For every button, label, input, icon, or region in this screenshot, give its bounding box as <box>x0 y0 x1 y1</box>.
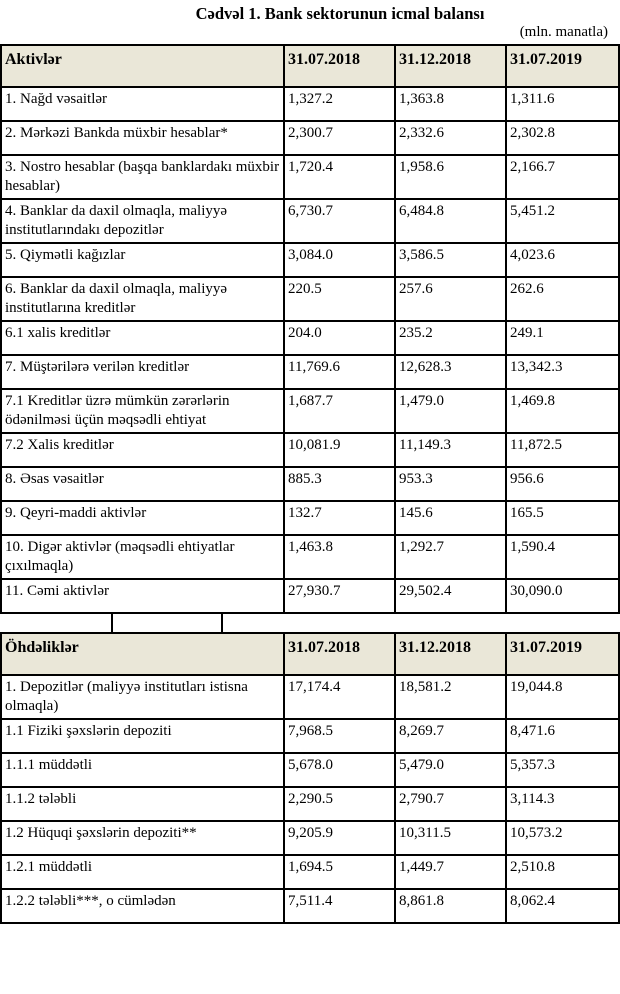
column-header-date-1: 31.07.2018 <box>284 633 395 675</box>
row-value: 165.5 <box>506 501 619 535</box>
row-label: 7.2 Xalis kreditlər <box>1 433 284 467</box>
row-value: 220.5 <box>284 277 395 321</box>
row-value: 18,581.2 <box>395 675 506 719</box>
row-label: 1. Nağd vəsaitlər <box>1 87 284 121</box>
row-label: 9. Qeyri-maddi aktivlər <box>1 501 284 535</box>
row-value: 3,084.0 <box>284 243 395 277</box>
table-row <box>1 355 619 389</box>
row-label: 7.1 Kreditlər üzrə mümkün zərərlərin ödənilməsi üçün məqsədli ehtiyat <box>1 389 284 433</box>
row-value: 8,269.7 <box>395 719 506 753</box>
row-value: 204.0 <box>284 321 395 355</box>
row-value: 145.6 <box>395 501 506 535</box>
row-label: 4. Banklar da daxil olmaqla, maliyyə institutlarındakı depozitlər <box>1 199 284 243</box>
table-row <box>1 389 619 433</box>
section-header-ohdelikler: Öhdəliklər <box>1 633 284 675</box>
section-header-aktivler: Aktivlər <box>1 45 284 87</box>
row-value: 11,872.5 <box>506 433 619 467</box>
column-header-date-3: 31.07.2019 <box>506 633 619 675</box>
row-value: 1,449.7 <box>395 855 506 889</box>
row-value: 262.6 <box>506 277 619 321</box>
row-value: 5,479.0 <box>395 753 506 787</box>
table-row <box>1 501 619 535</box>
row-value: 3,586.5 <box>395 243 506 277</box>
row-value: 956.6 <box>506 467 619 501</box>
row-value: 12,628.3 <box>395 355 506 389</box>
row-value: 10,311.5 <box>395 821 506 855</box>
row-value: 13,342.3 <box>506 355 619 389</box>
row-value: 2,302.8 <box>506 121 619 155</box>
row-value: 9,205.9 <box>284 821 395 855</box>
row-label: 7. Müştərilərə verilən kreditlər <box>1 355 284 389</box>
row-value: 2,510.8 <box>506 855 619 889</box>
row-value: 27,930.7 <box>284 579 395 613</box>
liabilities-table <box>0 632 620 924</box>
table-row <box>1 467 619 501</box>
row-value: 132.7 <box>284 501 395 535</box>
row-label: 1. Depozitlər (maliyyə institutları istisna olmaqla) <box>1 675 284 719</box>
assets-header-row <box>1 45 619 87</box>
row-value: 2,300.7 <box>284 121 395 155</box>
row-value: 885.3 <box>284 467 395 501</box>
row-value: 7,968.5 <box>284 719 395 753</box>
row-value: 8,062.4 <box>506 889 619 923</box>
row-value: 1,463.8 <box>284 535 395 579</box>
row-value: 3,114.3 <box>506 787 619 821</box>
inter-table-gap <box>0 614 618 632</box>
row-label: 1.2.2 tələbli***, o cümlədən <box>1 889 284 923</box>
table-row <box>1 155 619 199</box>
table-row <box>1 243 619 277</box>
row-value: 2,332.6 <box>395 121 506 155</box>
row-value: 5,357.3 <box>506 753 619 787</box>
table-row <box>1 433 619 467</box>
row-label: 1.1 Fiziki şəxslərin depoziti <box>1 719 284 753</box>
column-header-date-2: 31.12.2018 <box>395 45 506 87</box>
table-row <box>1 579 619 613</box>
row-value: 6,730.7 <box>284 199 395 243</box>
table-row <box>1 675 619 719</box>
row-value: 29,502.4 <box>395 579 506 613</box>
row-value: 257.6 <box>395 277 506 321</box>
row-value: 8,861.8 <box>395 889 506 923</box>
table-row <box>1 753 619 787</box>
row-value: 10,573.2 <box>506 821 619 855</box>
row-value: 2,166.7 <box>506 155 619 199</box>
table-row <box>1 719 619 753</box>
row-value: 17,174.4 <box>284 675 395 719</box>
row-value: 10,081.9 <box>284 433 395 467</box>
row-value: 1,590.4 <box>506 535 619 579</box>
row-label: 6.1 xalis kreditlər <box>1 321 284 355</box>
row-value: 5,451.2 <box>506 199 619 243</box>
row-value: 1,469.8 <box>506 389 619 433</box>
row-value: 1,479.0 <box>395 389 506 433</box>
row-value: 19,044.8 <box>506 675 619 719</box>
row-label: 1.1.2 tələbli <box>1 787 284 821</box>
row-value: 249.1 <box>506 321 619 355</box>
table-row <box>1 535 619 579</box>
table-row <box>1 121 619 155</box>
row-label: 2. Mərkəzi Bankda müxbir hesablar* <box>1 121 284 155</box>
table-row <box>1 787 619 821</box>
row-value: 1,687.7 <box>284 389 395 433</box>
column-header-date-2: 31.12.2018 <box>395 633 506 675</box>
row-value: 2,790.7 <box>395 787 506 821</box>
liabilities-header-row <box>1 633 619 675</box>
gap-divider-line <box>111 614 113 632</box>
row-label: 3. Nostro hesablar (başqa banklardakı müxbir hesablar) <box>1 155 284 199</box>
row-value: 4,023.6 <box>506 243 619 277</box>
page-title: Cədvəl 1. Bank sektorunun icmal balansı <box>195 4 485 23</box>
column-header-date-1: 31.07.2018 <box>284 45 395 87</box>
table-row <box>1 321 619 355</box>
row-value: 7,511.4 <box>284 889 395 923</box>
column-header-date-3: 31.07.2019 <box>506 45 619 87</box>
row-label: 1.1.1 müddətli <box>1 753 284 787</box>
row-label: 5. Qiymətli kağızlar <box>1 243 284 277</box>
table-row <box>1 821 619 855</box>
row-value: 6,484.8 <box>395 199 506 243</box>
table-row <box>1 87 619 121</box>
row-value: 2,290.5 <box>284 787 395 821</box>
table-row <box>1 277 619 321</box>
row-value: 11,769.6 <box>284 355 395 389</box>
row-value: 1,311.6 <box>506 87 619 121</box>
row-label: 1.2.1 müddətli <box>1 855 284 889</box>
row-value: 11,149.3 <box>395 433 506 467</box>
row-label: 1.2 Hüquqi şəxslərin depoziti** <box>1 821 284 855</box>
row-value: 1,327.2 <box>284 87 395 121</box>
row-label: 8. Əsas vəsaitlər <box>1 467 284 501</box>
row-value: 235.2 <box>395 321 506 355</box>
table-row <box>1 199 619 243</box>
row-value: 8,471.6 <box>506 719 619 753</box>
table-row <box>1 855 619 889</box>
row-label: 6. Banklar da daxil olmaqla, maliyyə institutlarına kreditlər <box>1 277 284 321</box>
row-value: 1,958.6 <box>395 155 506 199</box>
row-value: 953.3 <box>395 467 506 501</box>
row-label: 11. Cəmi aktivlər <box>1 579 284 613</box>
assets-table <box>0 44 620 614</box>
row-value: 1,694.5 <box>284 855 395 889</box>
table-row <box>1 889 619 923</box>
row-value: 1,720.4 <box>284 155 395 199</box>
row-value: 1,363.8 <box>395 87 506 121</box>
gap-divider-line <box>221 614 223 632</box>
unit-note: (mln. manatla) <box>519 24 608 40</box>
row-value: 1,292.7 <box>395 535 506 579</box>
row-value: 5,678.0 <box>284 753 395 787</box>
row-label: 10. Digər aktivlər (məqsədli ehtiyatlar çıxılmaqla) <box>1 535 284 579</box>
row-value: 30,090.0 <box>506 579 619 613</box>
